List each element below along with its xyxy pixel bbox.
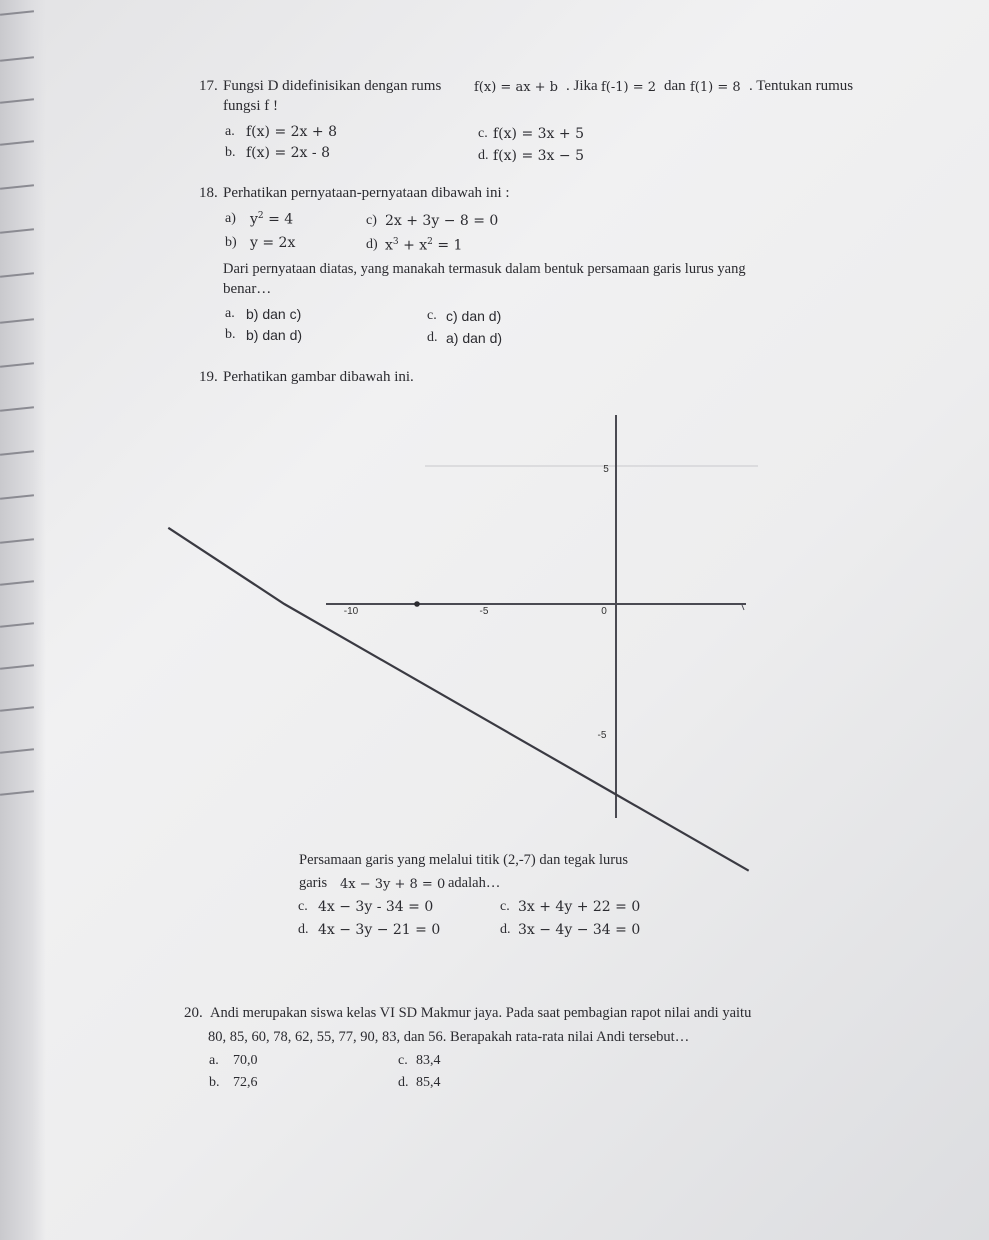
option-letter: a.	[209, 1053, 219, 1068]
option-b[interactable]: 72,6	[233, 1075, 258, 1090]
line-point	[414, 601, 420, 607]
statement-letter: a)	[225, 211, 236, 226]
option-d[interactable]: a) dan d)	[446, 330, 503, 346]
question-number: 20.	[184, 1005, 203, 1021]
x-tick-label: -5	[479, 606, 489, 617]
option-letter: d.	[427, 330, 438, 345]
option-a[interactable]: b) dan c)	[246, 306, 302, 322]
option-letter: c.	[427, 308, 437, 323]
option-a[interactable]: 70,0	[233, 1053, 258, 1068]
option-letter: c.	[500, 899, 510, 914]
statement-a: $y^2 = 4$	[250, 211, 294, 228]
option-d[interactable]: f(x) = 3x − 5	[493, 148, 584, 164]
question-number: 18.	[199, 185, 218, 201]
question-text: Persamaan garis yang melalui titik (2,-7) dan tegak lurus	[299, 852, 628, 868]
option-d[interactable]: 85,4	[416, 1075, 441, 1090]
statement-c: 2x + 3y − 8 = 0	[385, 213, 499, 229]
condition-2: f(1) = 8	[690, 80, 741, 95]
question-text: Fungsi D didefinisikan dengan rums	[223, 78, 442, 94]
y-tick-label: 5	[603, 464, 609, 475]
condition-1: f(-1) = 2	[601, 80, 657, 95]
question-text: dan	[664, 78, 686, 94]
option-c[interactable]: c) dan d)	[446, 308, 502, 324]
option-b[interactable]: f(x) = 2x - 8	[246, 145, 330, 161]
question-text: 80, 85, 60, 78, 62, 55, 77, 90, 83, dan 56. Berapakah rata-rata nilai Andi tersebut…	[208, 1029, 690, 1045]
statement-b: y = 2x	[250, 235, 296, 251]
option-letter: a.	[225, 124, 235, 139]
question-text: . Jika	[566, 78, 598, 94]
question-text: Andi merupakan siswa kelas VI SD Makmur jaya. Pada saat pembagian rapot nilai andi yaitu	[210, 1005, 752, 1021]
option-c[interactable]: 83,4	[416, 1053, 441, 1068]
y-tick-label: -5	[597, 730, 607, 741]
x-axis-tick	[742, 605, 744, 610]
option-letter: d.	[478, 148, 489, 163]
option-letter: a.	[225, 306, 235, 321]
option-letter: b.	[225, 145, 236, 160]
question-text: Dari pernyataan diatas, yang manakah termasuk dalam bentuk persamaan garis lurus yang	[223, 261, 746, 277]
option-b[interactable]: b) dan d)	[246, 327, 303, 343]
option-d-2[interactable]: 3x − 4y − 34 = 0	[518, 922, 641, 938]
statement-letter: b)	[225, 235, 237, 250]
line-equation: 4x − 3y + 8 = 0	[340, 877, 446, 892]
question-text: benar…	[223, 281, 272, 297]
option-a[interactable]: f(x) = 2x + 8	[246, 124, 337, 140]
option-letter: c.	[398, 1053, 408, 1068]
option-letter: c.	[298, 899, 308, 914]
function-formula: f(x) = ax + b	[474, 80, 559, 95]
option-letter: d.	[500, 922, 511, 937]
option-c-1[interactable]: 4x − 3y - 34 = 0	[318, 899, 434, 915]
question-number: 19.	[199, 369, 218, 385]
question-text: . Tentukan rumus	[749, 78, 854, 94]
statement-letter: d)	[366, 237, 378, 252]
statement-d: $x^3 + x^2 = 1$	[385, 237, 463, 254]
option-letter: c.	[478, 126, 488, 141]
option-letter: b.	[225, 327, 236, 342]
question-text: adalah…	[448, 875, 501, 891]
x-tick-label: 0	[601, 606, 607, 617]
option-letter: d.	[398, 1075, 409, 1090]
notebook-binding	[0, 0, 46, 1240]
question-text: Perhatikan pernyataan-pernyataan dibawah ini :	[223, 185, 510, 201]
option-d-1[interactable]: 4x − 3y − 21 = 0	[318, 922, 441, 938]
x-tick-label: -10	[343, 606, 359, 617]
question-text: garis	[299, 875, 328, 891]
option-letter: d.	[298, 922, 309, 937]
option-c-2[interactable]: 3x + 4y + 22 = 0	[518, 899, 641, 915]
question-text: fungsi f !	[223, 98, 278, 114]
question-number: 17.	[199, 78, 218, 94]
option-c[interactable]: f(x) = 3x + 5	[493, 126, 584, 142]
question-text: Perhatikan gambar dibawah ini.	[223, 369, 414, 385]
series-line	[168, 528, 748, 871]
statement-letter: c)	[366, 213, 377, 228]
option-letter: b.	[209, 1075, 220, 1090]
